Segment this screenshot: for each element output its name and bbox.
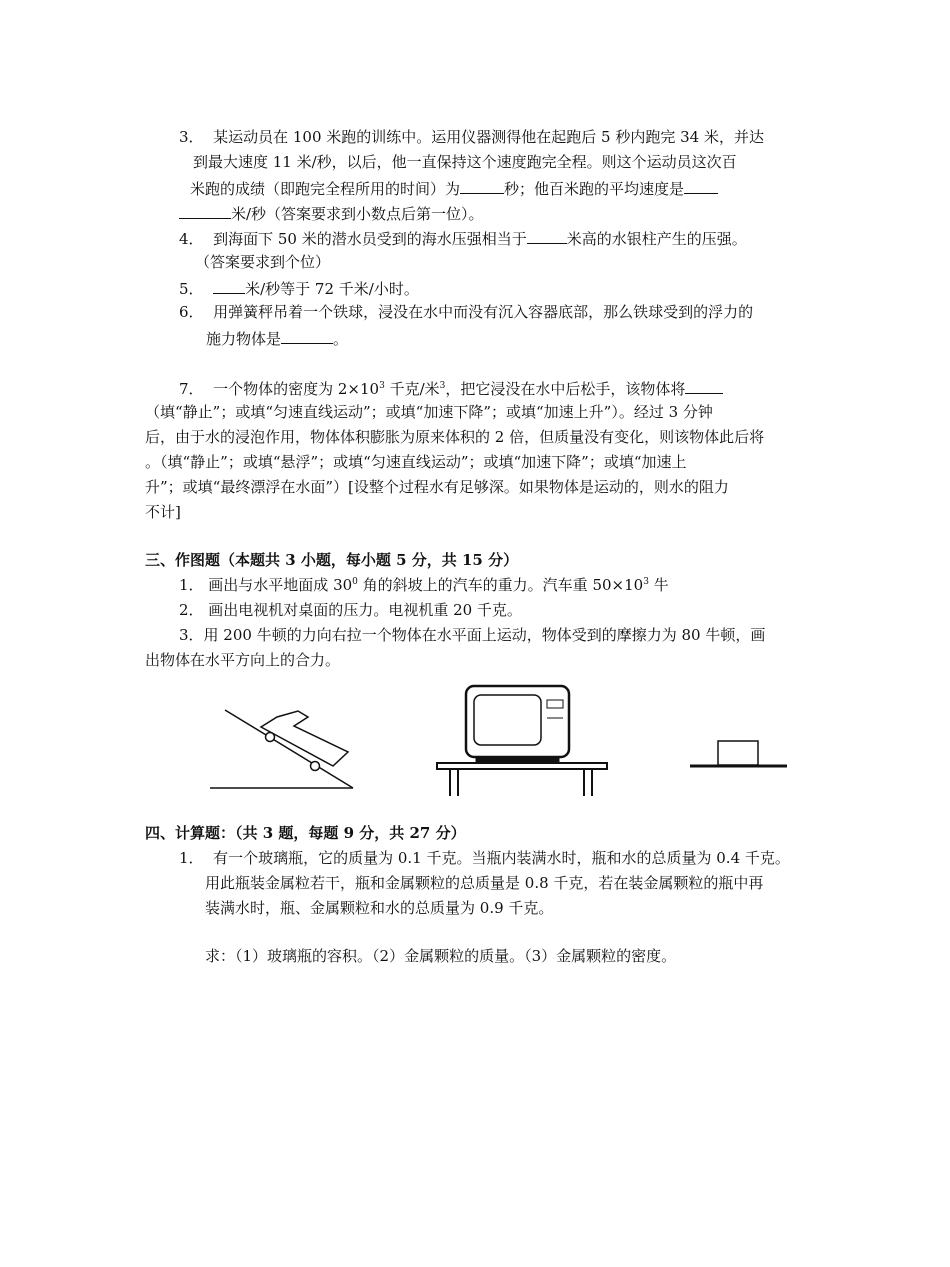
- q6-line-2: [206, 327, 348, 349]
- q7-text-2: （填“静止”；或填“匀速直线运动”；或填“加速下降”；或填“加速上升”）。经过 3 分钟: [145, 403, 713, 421]
- q7-text-5: 升”；或填“最终漂浮在水面”）[设整个过程水有足够深。如果物体是运动的，则水的阻力: [145, 478, 729, 496]
- q4-blank-height[interactable]: [527, 227, 567, 244]
- s3-i1-text-a: 1． 画出与水平地面成 30: [179, 576, 353, 594]
- q7-text-1b: 千克/米: [384, 380, 440, 398]
- car-wheel-front: [266, 733, 275, 742]
- q7-line-1: [179, 377, 723, 399]
- q3-text-3b: 秒；他百米跑的平均速度是: [504, 180, 685, 198]
- q5-number: 5．: [179, 280, 204, 298]
- q4-text-2: （答案要求到个位）: [195, 253, 331, 271]
- q7-line-3: [145, 427, 764, 447]
- section-4-heading: 四、计算题：（共 3 题，每题 9 分，共 27 分）: [145, 824, 466, 842]
- s4-q1-number: 1．: [179, 849, 204, 867]
- slope-incline-line: [225, 710, 353, 788]
- q4-text-1a: 到海面下 50 米的潜水员受到的海水压强相当于: [213, 230, 527, 248]
- q7-text-3: 后，由于水的浸泡作用，物体体积膨胀为原来体积的 2 倍，但质量没有变化，则该物体此后将: [145, 428, 765, 446]
- q7-sup-2: 3: [439, 381, 446, 391]
- q4-line-2: [195, 252, 330, 272]
- q7-line-4: [145, 452, 687, 472]
- q5-line: [179, 277, 419, 299]
- s3-i1-text-b: 角的斜坡上的汽车的重力。汽车重 50×10: [357, 576, 644, 594]
- tv-control-slot: [547, 700, 563, 708]
- q6-line-1: [179, 302, 753, 322]
- block: [718, 741, 758, 765]
- tv-table-figure: [430, 682, 610, 800]
- q5-blank[interactable]: [213, 277, 245, 294]
- s4-q1-text-1: 有一个玻璃瓶，它的质量为 0.1 千克。当瓶内装满水时，瓶和水的总质量为 0.4 千克。: [213, 849, 790, 867]
- car-wheel-rear: [311, 762, 320, 771]
- s3-i1-sup: 0: [352, 577, 358, 587]
- q4-number: 4．: [179, 230, 204, 248]
- tv-casing: [466, 686, 569, 757]
- section-4-q1-line-2: 用此瓶装金属粒若干，瓶和金属颗粒的总质量是 0.8 千克，若在装金属颗粒的瓶中再: [205, 874, 764, 892]
- section-3-item-3-line-1: 3．用 200 牛顿的力向右拉一个物体在水平面上运动，物体受到的摩擦力为 80 牛顿，画: [179, 626, 766, 644]
- q7-text-4: 。（填“静止”；或填“悬浮”；或填“匀速直线运动”；或填“加速下降”；或填“加速上: [145, 453, 687, 471]
- section-3-item-3-line-2: 出物体在水平方向上的合力。: [145, 651, 341, 669]
- q3-text-1: 某运动员在 100 米跑的训练中。运用仪器测得他在起跑后 5 秒内跑完 34 米，并达: [213, 128, 764, 146]
- q7-line-2: [145, 402, 713, 422]
- q7-line-5: [145, 477, 729, 497]
- section-4-q1-ask: 求：（1）玻璃瓶的容积。（2）金属颗粒的质量。（3）金属颗粒的密度。: [205, 947, 677, 965]
- q3-line-4: [179, 202, 484, 224]
- slope-car-figure: [205, 700, 360, 795]
- q4-line-1: [179, 227, 747, 249]
- section-4-q1-line-3: 装满水时，瓶、金属颗粒和水的总质量为 0.9 千克。: [205, 899, 554, 917]
- q7-sup-1: 3: [379, 381, 385, 391]
- q7-text-1a: 一个物体的密度为 2×10: [213, 380, 380, 398]
- q6-number: 6．: [179, 303, 204, 321]
- section-3-item-1: [179, 575, 669, 595]
- q6-text-2b: 。: [333, 330, 349, 348]
- q3-text-3a: 米跑的成绩（即跑完全程所用的时间）为: [190, 180, 461, 198]
- q3-line-3: [190, 177, 718, 199]
- q7-number: 7．: [179, 380, 204, 398]
- tv-screen: [474, 695, 541, 745]
- section-3-item-2: 2． 画出电视机对桌面的压力。电视机重 20 千克。: [179, 601, 522, 619]
- q3-number: 3．: [179, 128, 204, 146]
- q3-blank-speed-a[interactable]: [684, 177, 718, 194]
- q3-blank-speed-b[interactable]: [179, 202, 231, 219]
- section-3-heading: 三、作图题（本题共 3 小题，每小题 5 分，共 15 分）: [145, 551, 519, 569]
- q6-blank[interactable]: [281, 327, 333, 344]
- s3-i1-sup-2: 3: [643, 577, 649, 587]
- section-4-q1-line-1: [179, 848, 790, 868]
- q5-text: 米/秒等于 72 千米/小时。: [245, 280, 419, 298]
- q3-blank-time[interactable]: [460, 177, 504, 194]
- q7-text-1c: ，把它浸没在水中后松手，该物体将: [445, 380, 686, 398]
- block-surface-figure: [688, 736, 790, 772]
- q3-text-4: 米/秒（答案要求到小数点后第一位）。: [231, 205, 484, 223]
- q3-line-1: [179, 127, 764, 147]
- s3-i1-text-c: 牛: [648, 576, 669, 594]
- q7-line-6: [145, 502, 181, 522]
- q7-blank-1[interactable]: [685, 377, 723, 394]
- q6-text-1: 用弹簧秤吊着一个铁球，浸没在水中而没有沉入容器底部，那么铁球受到的浮力的: [213, 303, 754, 321]
- q6-text-2a: 施力物体是: [206, 330, 282, 348]
- table-top: [437, 763, 607, 769]
- q3-text-2: 到最大速度 11 米/秒，以后，他一直保持这个速度跑完全程。则这个运动员这次百: [193, 153, 737, 171]
- q7-text-6: 不计]: [145, 503, 181, 521]
- q4-text-1b: 米高的水银柱产生的压强。: [566, 230, 747, 248]
- q3-line-2: [193, 152, 737, 172]
